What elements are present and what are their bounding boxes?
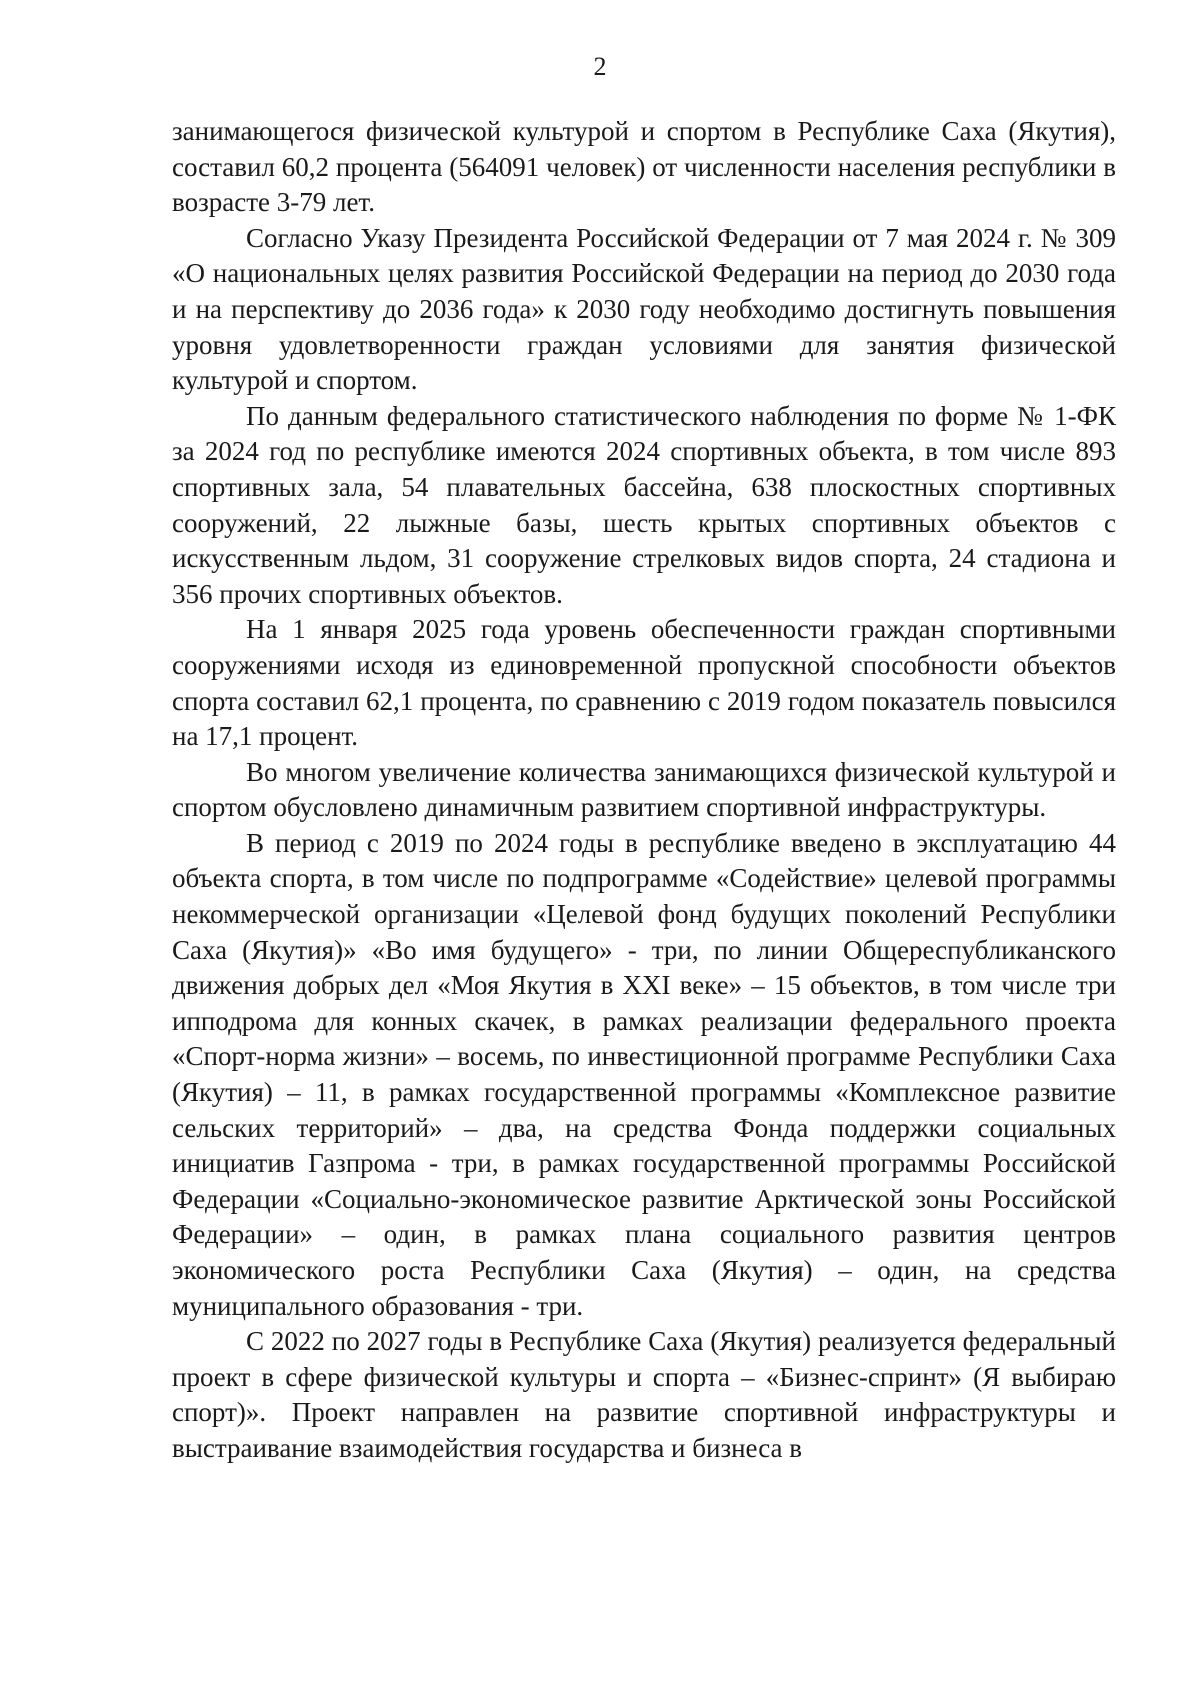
paragraph-commissioned-objects: В период с 2019 по 2024 годы в республике введено в эксплуатацию 44 объекта спорта, в том числе по подпрограмме «Содействие» целевой программы некоммерческой организации «Целевой фонд будущих поколений Республики Саха (Якутия)» «Во имя будущего» - три, по линии Общереспубликанского движения добрых дел «Моя Якутия в XXI веке» – 15 объектов, в том числе три ипподрома для конных скачек, в рамках реализации федерального проекта «Спорт-норма жизни» – восемь, по инвестиционной программе Республики Саха (Якутия) – 11, в рамках государственной программы «Комплексное развитие сельских территорий» – два, на средства Фонда поддержки социальных инициатив Газпрома - три, в рамках государственной программы Российской Федерации «Социально-экономическое развитие Арктической зоны Российской Федерации» – один, в рамках плана социального развития центров экономического роста Республики Саха (Якутия) – один, на средства муниципального образования - три. <box>172 827 1116 1321</box>
page-number: 2 <box>593 52 607 81</box>
paragraph-sport-facilities-statistics: По данным федерального статистического наблюдения по форме № 1-ФК за 2024 год по республике имеются 2024 спортивных объекта, в том числе 893 спортивных зала, 54 плавательных бассейна, 638 плоскостных спортивных сооружений, 22 лыжные базы, шесть крытых спортивных объектов с искусственным льдом, 31 сооружение стрелковых видов спорта, 24 стадиона и 356 прочих спортивных объектов. <box>172 400 1116 609</box>
paragraph-infrastructure-development: Во многом увеличение количества занимающихся физической культурой и спортом обусловлено динамичным развитием спортивной инфраструктуры. <box>172 756 1116 823</box>
paragraph-continuation: занимающегося физической культурой и спортом в Республике Саха (Якутия), составил 60,2 процента (564091 человек) от численности населения республики в возрасте 3-79 лет. <box>172 116 1116 218</box>
paragraph-presidential-decree: Согласно Указу Президента Российской Федерации от 7 мая 2024 г. № 309 «О национальных целях развития Российской Федерации на период до 2030 года и на перспективу до 2036 года» к 2030 году необходимо достигнуть повышения уровня удовлетворенности граждан условиями для занятия физической культурой и спортом. <box>172 222 1116 396</box>
document-body <box>172 114 1116 1467</box>
paragraph-business-sprint-project: С 2022 по 2027 годы в Республике Саха (Якутия) реализуется федеральный проект в сфере физической культуры и спорта – «Бизнес-спринт» (Я выбираю спорт)». Проект направлен на развитие спортивной инфраструктуры и выстраивание взаимодействия государства и бизнеса в <box>172 1326 1116 1463</box>
paragraph-facility-provision-level: На 1 января 2025 года уровень обеспеченности граждан спортивными сооружениями исходя из единовременной пропускной способности объектов спорта составил 62,1 процента, по сравнению с 2019 годом показатель повысился на 17,1 процент. <box>172 614 1116 752</box>
